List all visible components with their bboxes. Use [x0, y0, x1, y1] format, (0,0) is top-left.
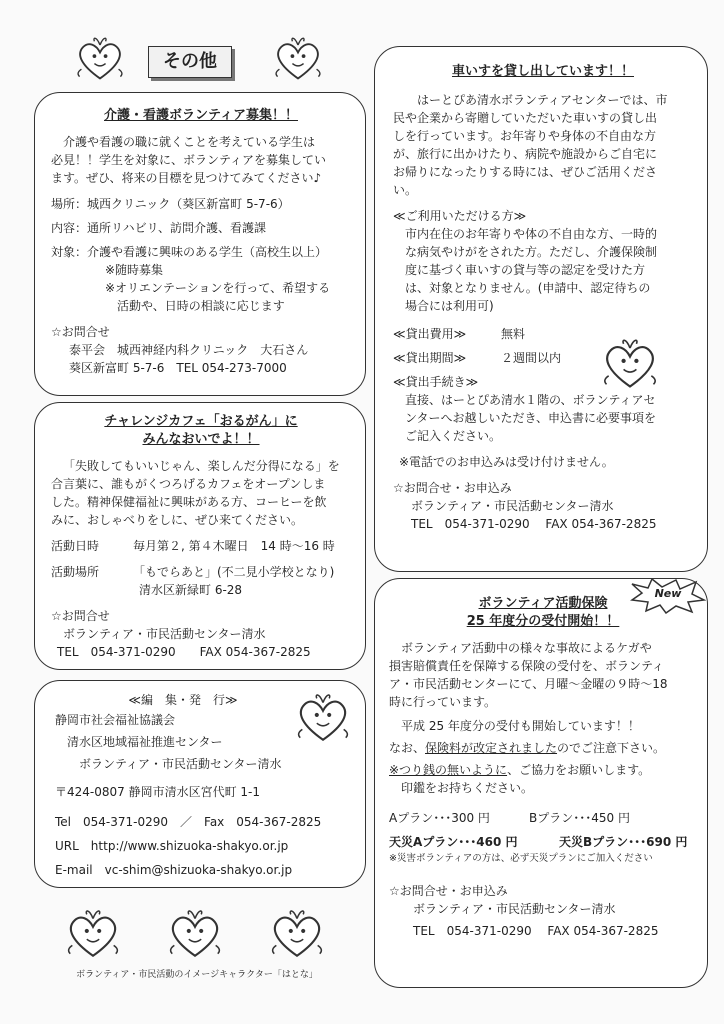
change-underlined: ※つり銭の無いように — [389, 763, 508, 777]
change-line — [389, 761, 697, 779]
wheelchair-section — [374, 46, 708, 572]
publisher-address: 〒424-0807 静岡市清水区宮代町 1-1 — [55, 785, 261, 799]
contact-label: ☆お問合せ・お申込み — [393, 481, 512, 495]
plan-a: Aプラン･･･300 円 — [389, 811, 490, 825]
intro-line: 必見！！学生を対象に、ボランティアを募集してい — [51, 153, 327, 167]
date-row — [51, 537, 351, 555]
heart-mascot-icon — [72, 32, 128, 84]
target-line: 対象：介護や看護に興味のある学生（高校生以上） — [51, 245, 328, 259]
revised-suffix: のでご注意下さい。 — [557, 741, 666, 755]
phone-note: ※電話でのお申込みは受け付けません。 — [399, 455, 614, 469]
plan-b: Bプラン･･･450 円 — [529, 811, 630, 825]
section-title: 介護・看護ボランティア募集！！ — [104, 108, 298, 123]
plan-row — [389, 833, 697, 851]
plan-ta: 天災Aプラン･･･460 円 — [389, 835, 518, 849]
disaster-note: ※災害ボランティアの方は、必ず天災プランにご加入ください — [389, 853, 653, 864]
section-title: ボランティア活動保険 — [478, 596, 608, 611]
intro-line: 損害賠償責任を保障する保険の受付を、ボランティ — [389, 659, 665, 673]
heart-mascot-icon — [266, 904, 328, 962]
contact-line: 葵区新富町 5-7-6 TEL 054-273-7000 — [69, 361, 287, 375]
new-badge-label: New — [654, 587, 682, 600]
contact-org: ボランティア・市民活動センター清水 — [63, 627, 266, 641]
contact-tel: TEL 054-371-0290 FAX 054-367-2825 — [57, 645, 311, 659]
heart-mascot-icon — [62, 904, 124, 962]
intro-line: 時に行っています。 — [389, 695, 497, 709]
contact-label: ☆お問合せ — [51, 609, 110, 623]
new-badge — [630, 578, 706, 614]
intro-line: ます。ぜひ、将来の目標を見つけてみてください♪ — [51, 171, 322, 185]
intro-line: い。 — [393, 183, 418, 197]
section-title: みんなおいでよ！！ — [142, 432, 260, 447]
revised-prefix: なお、 — [389, 741, 426, 755]
place-value: 「もでらあと」(不二見小学校となり) — [133, 565, 335, 579]
date-value: 毎月第２, 第４木曜日 14 時〜16 時 — [133, 539, 335, 553]
heart-mascot-icon — [164, 904, 226, 962]
eligible-label: ≪ご利用いただける方≫ — [393, 209, 527, 223]
publisher-org: 清水区地域福祉推進センター — [67, 735, 223, 749]
contact-line: 泰平会 城西神経内科クリニック 大石さん — [69, 343, 309, 357]
publisher-org: ボランティア・市民活動センター清水 — [79, 757, 282, 771]
cafe-section — [34, 402, 366, 670]
intro-line: 合言葉に、誰もがくつろげるカフェをオープンしま — [51, 477, 326, 491]
eligible-line: 市内在住のお年寄りや体の不自由な方、一時的 — [405, 227, 658, 241]
intro-line: した。精神保健福祉に興味がある方、コーヒーを飲 — [51, 495, 327, 509]
heart-mascot-icon — [292, 688, 354, 746]
note-line: ※オリエンテーションを行って、希望する — [105, 281, 331, 295]
note-line: ※随時募集 — [105, 263, 164, 277]
intro-line: 民や企業から寄贈していただいた車いすの貸し出 — [393, 111, 658, 125]
contact-label: ☆お問合せ — [51, 325, 110, 339]
place-row — [51, 563, 351, 581]
date-label: 活動日時 — [51, 539, 100, 553]
procedure-line: 直接、はーとぴあ清水１階の、ボランティアセ — [405, 393, 656, 407]
procedure-label: ≪貸出手続き≫ — [393, 375, 479, 389]
intro-line: 「失敗してもいいじゃん、楽しんだ分得になる」を — [63, 459, 340, 473]
contact-org: ボランティア・市民活動センター清水 — [413, 902, 616, 916]
plan-tb: 天災Bプラン･･･690 円 — [559, 835, 688, 849]
section-title: 25 年度分の受付開始！！ — [466, 614, 620, 629]
revised-underlined: 保険料が改定されました — [425, 741, 558, 755]
insurance-section — [374, 578, 708, 988]
section-header: その他 — [148, 46, 232, 78]
fee-label: ≪貸出費用≫ — [393, 327, 467, 341]
intro-line: ア・市民活動センターにて、月曜〜金曜の９時〜18 — [389, 677, 668, 691]
note-line: 活動や、日時の相談に応じます — [117, 299, 285, 313]
eligible-line: 度に基づく車いすの貸与等の認定を受けた方 — [405, 263, 646, 277]
change-suffix: 、ご協力をお願いします。 — [507, 763, 651, 777]
publisher-url[interactable]: URL http://www.shizuoka-shakyo.or.jp — [55, 839, 289, 853]
section-title: 車いすを貸し出しています！！ — [451, 64, 634, 79]
contact-org: ボランティア・市民活動センター清水 — [411, 499, 614, 513]
procedure-line: ご記入ください。 — [405, 429, 502, 443]
plan-row — [389, 809, 697, 827]
place-address: 清水区新緑町 6-28 — [139, 583, 243, 597]
eligible-line: な病気やけがをされた方。ただし、介護保険制 — [405, 245, 658, 259]
heart-mascot-icon — [270, 32, 326, 84]
heart-mascot-icon — [598, 332, 662, 394]
seal-line: 印鑑をお持ちください。 — [401, 781, 534, 795]
procedure-line: ンターへお越しいただき、申込書に必要事項を — [405, 411, 657, 425]
place-label: 活動場所 — [51, 565, 100, 579]
contact-tel: TEL 054-371-0290 FAX 054-367-2825 — [413, 924, 659, 938]
intro-line: 介護や看護の職に就くことを考えている学生は — [63, 135, 316, 149]
eligible-line: 場合には利用可) — [405, 299, 494, 313]
place-line: 場所：城西クリニック（葵区新富町 5-7-6） — [51, 197, 290, 211]
publisher-tel: Tel 054-371-0290 ／ Fax 054-367-2825 — [55, 815, 322, 829]
publisher-email[interactable]: E-mail vc-shim@shizuoka-shakyo.or.jp — [55, 863, 293, 877]
publisher-title: ≪編 集・発 行≫ — [128, 693, 238, 707]
contact-label: ☆お問合せ・お申込み — [389, 884, 508, 898]
intro-line: しを行っています。お年寄りや身体の不自由な方 — [393, 129, 657, 143]
period-label: ≪貸出期間≫ — [393, 351, 467, 365]
volunteer-recruit-section — [34, 92, 366, 396]
revised-line — [389, 739, 697, 757]
mascot-caption: ボランティア・市民活動のイメージキャラクター「はとな」 — [76, 970, 318, 980]
eligible-line: は、対象となりません。(申請中、認定待ちの — [405, 281, 651, 295]
section-title: チャレンジカフェ「おるがん」に — [104, 414, 298, 429]
fee-value: 無料 — [501, 327, 526, 341]
intro-line: お帰りになったりする時には、ぜひご活用くださ — [393, 165, 658, 179]
intro-line: みに、おしゃべりをしに、ぜひ来てください。 — [51, 513, 304, 527]
contact-tel: TEL 054-371-0290 FAX 054-367-2825 — [411, 517, 657, 531]
publisher-org: 静岡市社会福祉協議会 — [55, 713, 176, 727]
started-line: 平成 25 年度分の受付も開始しています！！ — [401, 719, 640, 733]
content-line: 内容：通所リハビリ、訪問介護、看護課 — [51, 221, 267, 235]
intro-line: ボランティア活動中の様々な事故によるケガや — [401, 641, 652, 655]
intro-line: はーとぴあ清水ボランティアセンターでは、市 — [417, 93, 668, 107]
intro-line: が、旅行に出かけたり、病院や施設からご自宅に — [393, 147, 658, 161]
period-value: ２週間以内 — [501, 351, 562, 365]
